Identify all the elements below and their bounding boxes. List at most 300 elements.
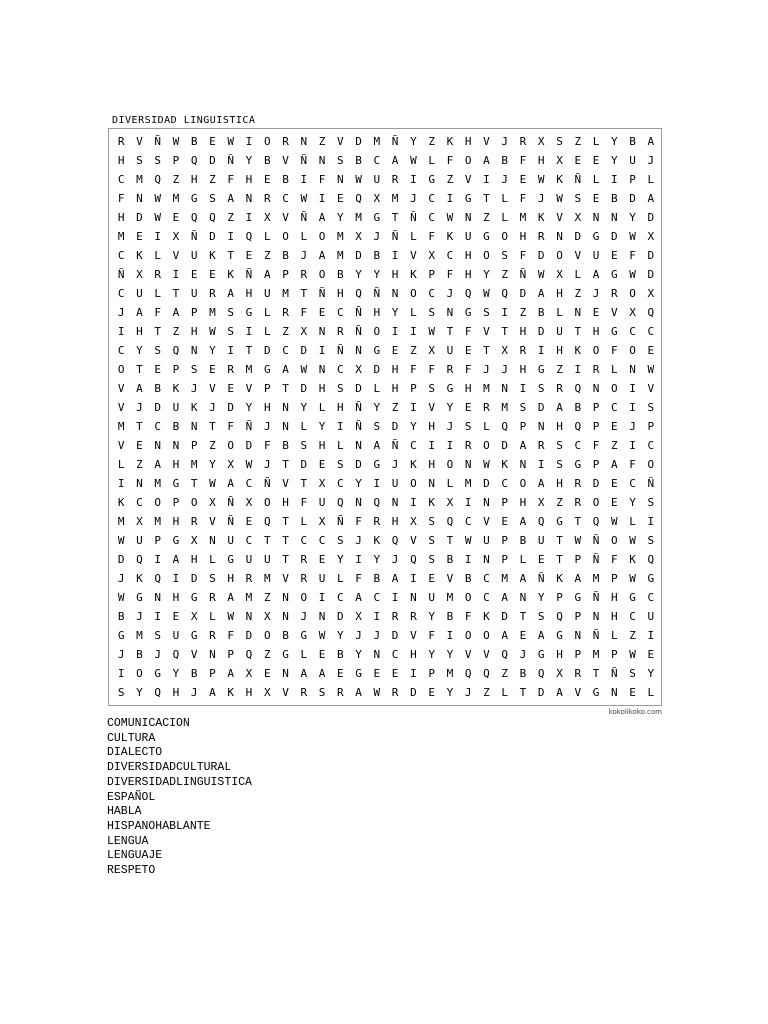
grid-cell: O bbox=[263, 496, 271, 509]
grid-cell: F bbox=[410, 363, 417, 376]
grid-cell: B bbox=[117, 610, 125, 623]
grid-cell: U bbox=[318, 572, 326, 585]
grid-cell: B bbox=[446, 553, 454, 566]
grid-cell: R bbox=[209, 287, 216, 300]
grid-cell: Q bbox=[647, 553, 655, 566]
grid-cell: V bbox=[410, 629, 417, 642]
grid-cell: P bbox=[519, 420, 527, 433]
grid-cell: P bbox=[227, 648, 235, 661]
grid-cell: L bbox=[410, 230, 417, 243]
grid-cell: N bbox=[282, 591, 289, 604]
grid-cell: F bbox=[519, 192, 527, 205]
grid-cell: B bbox=[610, 192, 618, 205]
grid-cell: B bbox=[501, 154, 509, 167]
grid-cell: E bbox=[629, 686, 636, 699]
grid-cell: C bbox=[245, 477, 253, 490]
grid-cell: R bbox=[537, 439, 545, 452]
grid-cell: S bbox=[337, 154, 344, 167]
grid-cell: F bbox=[428, 629, 435, 642]
grid-cell: J bbox=[355, 534, 362, 547]
grid-cell: I bbox=[629, 439, 636, 452]
grid-cell: N bbox=[245, 192, 253, 205]
grid-cell: P bbox=[282, 268, 289, 281]
grid-cell: I bbox=[318, 591, 326, 604]
grid-cell: X bbox=[263, 211, 271, 224]
grid-cell: E bbox=[209, 363, 216, 376]
grid-cell: Y bbox=[245, 154, 253, 167]
grid-cell: B bbox=[337, 648, 344, 661]
grid-cell: Ñ bbox=[592, 629, 600, 642]
grid-cell: X bbox=[428, 249, 435, 262]
grid-cell: N bbox=[501, 382, 509, 395]
grid-cell: E bbox=[391, 667, 399, 680]
word-list-item: DIALECTO bbox=[107, 746, 163, 760]
grid-cell: A bbox=[537, 629, 545, 642]
grid-cell: G bbox=[556, 515, 563, 528]
grid-row bbox=[112, 189, 660, 208]
grid-cell: H bbox=[318, 382, 326, 395]
grid-cell: H bbox=[172, 591, 180, 604]
grid-cell: R bbox=[519, 135, 527, 148]
grid-cell: D bbox=[355, 135, 362, 148]
grid-cell: W bbox=[629, 230, 636, 243]
grid-cell: W bbox=[647, 363, 655, 376]
grid-cell: R bbox=[556, 382, 563, 395]
grid-cell: P bbox=[172, 496, 180, 509]
grid-cell: Ñ bbox=[610, 667, 618, 680]
grid-cell: C bbox=[282, 192, 289, 205]
grid-cell: N bbox=[355, 344, 362, 357]
grid-cell: U bbox=[263, 287, 271, 300]
grid-cell: I bbox=[519, 382, 527, 395]
grid-cell: T bbox=[592, 667, 600, 680]
grid-cell: Y bbox=[209, 458, 216, 471]
grid-cell: N bbox=[574, 629, 582, 642]
grid-cell: Ñ bbox=[592, 591, 600, 604]
grid-cell: G bbox=[190, 192, 198, 205]
grid-cell: N bbox=[428, 477, 435, 490]
grid-cell: C bbox=[410, 439, 417, 452]
grid-row bbox=[112, 170, 660, 189]
grid-cell: G bbox=[263, 363, 271, 376]
grid-cell: Y bbox=[373, 401, 381, 414]
grid-cell: J bbox=[391, 458, 399, 471]
grid-cell: Z bbox=[519, 306, 527, 319]
grid-cell: N bbox=[446, 306, 454, 319]
grid-cell: Z bbox=[282, 325, 289, 338]
grid-cell: L bbox=[300, 230, 308, 243]
grid-row bbox=[112, 569, 660, 588]
grid-cell: X bbox=[172, 230, 180, 243]
grid-cell: Y bbox=[373, 268, 381, 281]
grid-cell: W bbox=[410, 154, 417, 167]
grid-cell: O bbox=[483, 629, 490, 642]
grid-cell: H bbox=[337, 401, 344, 414]
grid-cell: V bbox=[245, 382, 253, 395]
grid-cell: S bbox=[556, 439, 563, 452]
grid-cell: J bbox=[501, 173, 509, 186]
grid-cell: M bbox=[245, 363, 253, 376]
grid-cell: E bbox=[172, 211, 180, 224]
grid-cell: U bbox=[428, 591, 435, 604]
grid-cell: K bbox=[136, 249, 143, 262]
grid-cell: B bbox=[446, 610, 454, 623]
grid-cell: A bbox=[318, 211, 326, 224]
grid-cell: Y bbox=[318, 420, 326, 433]
grid-cell: I bbox=[483, 173, 490, 186]
grid-cell: V bbox=[282, 477, 289, 490]
grid-cell: G bbox=[483, 230, 490, 243]
grid-cell: T bbox=[227, 249, 235, 262]
grid-cell: U bbox=[245, 553, 253, 566]
grid-cell: J bbox=[117, 572, 125, 585]
grid-cell: Y bbox=[428, 610, 435, 623]
grid-cell: L bbox=[501, 211, 509, 224]
grid-row bbox=[112, 493, 660, 512]
grid-cell: L bbox=[592, 135, 600, 148]
grid-cell: Z bbox=[556, 363, 563, 376]
grid-cell: A bbox=[318, 249, 326, 262]
grid-cell: O bbox=[117, 363, 125, 376]
grid-cell: S bbox=[428, 306, 435, 319]
grid-cell: N bbox=[610, 686, 618, 699]
grid-cell: X bbox=[245, 496, 253, 509]
grid-cell: V bbox=[446, 572, 454, 585]
grid-cell: I bbox=[629, 382, 636, 395]
grid-cell: E bbox=[501, 515, 509, 528]
grid-cell: G bbox=[355, 667, 362, 680]
grid-cell: B bbox=[190, 667, 198, 680]
grid-cell: R bbox=[190, 515, 198, 528]
grid-cell: D bbox=[574, 230, 582, 243]
grid-cell: J bbox=[263, 458, 271, 471]
grid-cell: D bbox=[227, 401, 235, 414]
grid-cell: N bbox=[337, 173, 344, 186]
grid-cell: Ñ bbox=[337, 344, 344, 357]
grid-cell: R bbox=[337, 686, 344, 699]
grid-cell: G bbox=[190, 591, 198, 604]
grid-cell: R bbox=[446, 363, 454, 376]
grid-cell: T bbox=[483, 344, 490, 357]
grid-cell: O bbox=[519, 477, 527, 490]
grid-cell: V bbox=[464, 648, 472, 661]
grid-cell: J bbox=[410, 192, 417, 205]
grid-cell: H bbox=[464, 382, 472, 395]
grid-cell: O bbox=[154, 496, 161, 509]
grid-cell: G bbox=[464, 306, 472, 319]
grid-cell: X bbox=[136, 268, 143, 281]
grid-cell: I bbox=[410, 401, 417, 414]
grid-cell: N bbox=[172, 439, 180, 452]
grid-cell: T bbox=[300, 477, 308, 490]
grid-cell: H bbox=[190, 325, 198, 338]
grid-row bbox=[112, 664, 660, 683]
grid-cell: R bbox=[519, 344, 527, 357]
grid-cell: A bbox=[209, 686, 216, 699]
grid-cell: M bbox=[136, 629, 143, 642]
grid-cell: P bbox=[592, 420, 600, 433]
grid-cell: P bbox=[610, 572, 618, 585]
grid-cell: F bbox=[227, 173, 235, 186]
grid-cell: D bbox=[190, 572, 198, 585]
grid-cell: A bbox=[647, 135, 655, 148]
grid-cell: D bbox=[300, 458, 308, 471]
grid-cell: E bbox=[464, 401, 472, 414]
grid-cell: O bbox=[227, 439, 235, 452]
grid-cell: A bbox=[556, 686, 563, 699]
grid-cell: G bbox=[537, 648, 545, 661]
grid-cell: R bbox=[282, 306, 289, 319]
grid-cell: I bbox=[410, 667, 417, 680]
grid-row bbox=[112, 322, 660, 341]
grid-cell: L bbox=[592, 173, 600, 186]
grid-cell: Y bbox=[337, 629, 344, 642]
grid-cell: A bbox=[610, 458, 618, 471]
grid-cell: P bbox=[428, 667, 435, 680]
grid-cell: H bbox=[464, 249, 472, 262]
grid-cell: N bbox=[318, 610, 326, 623]
grid-cell: M bbox=[245, 591, 253, 604]
grid-cell: K bbox=[629, 553, 636, 566]
grid-cell: D bbox=[519, 287, 527, 300]
grid-cell: S bbox=[464, 420, 472, 433]
letter-grid bbox=[112, 132, 660, 702]
grid-cell: Ñ bbox=[245, 420, 253, 433]
grid-cell: F bbox=[263, 439, 271, 452]
word-list-item: RESPETO bbox=[107, 864, 156, 878]
grid-cell: J bbox=[117, 648, 125, 661]
grid-cell: R bbox=[574, 477, 582, 490]
grid-cell: O bbox=[318, 230, 326, 243]
grid-cell: Q bbox=[464, 667, 472, 680]
grid-cell: Q bbox=[172, 344, 180, 357]
grid-cell: Q bbox=[154, 572, 161, 585]
grid-cell: Y bbox=[355, 477, 362, 490]
grid-cell: A bbox=[519, 572, 527, 585]
grid-cell: J bbox=[300, 249, 308, 262]
grid-cell: S bbox=[373, 420, 381, 433]
grid-cell: F bbox=[519, 154, 527, 167]
grid-cell: B bbox=[373, 249, 381, 262]
grid-cell: P bbox=[501, 553, 509, 566]
grid-cell: I bbox=[318, 344, 326, 357]
grid-cell: Ñ bbox=[300, 154, 308, 167]
grid-cell: E bbox=[136, 230, 143, 243]
grid-cell: V bbox=[610, 306, 618, 319]
grid-cell: Ñ bbox=[355, 420, 362, 433]
grid-cell: W bbox=[483, 458, 490, 471]
grid-cell: L bbox=[263, 325, 271, 338]
grid-cell: R bbox=[537, 230, 545, 243]
grid-row bbox=[112, 436, 660, 455]
grid-cell: J bbox=[483, 363, 490, 376]
grid-cell: S bbox=[337, 534, 344, 547]
grid-cell: X bbox=[263, 686, 271, 699]
grid-cell: Z bbox=[410, 344, 417, 357]
grid-cell: M bbox=[483, 382, 490, 395]
grid-cell: Y bbox=[647, 667, 655, 680]
grid-cell: V bbox=[209, 382, 216, 395]
grid-cell: G bbox=[282, 648, 289, 661]
grid-cell: L bbox=[300, 648, 308, 661]
grid-cell: G bbox=[610, 268, 618, 281]
grid-cell: J bbox=[519, 648, 527, 661]
grid-cell: G bbox=[154, 667, 161, 680]
grid-cell: I bbox=[410, 572, 417, 585]
grid-cell: N bbox=[592, 610, 600, 623]
grid-cell: D bbox=[647, 211, 655, 224]
grid-cell: C bbox=[337, 591, 344, 604]
grid-cell: D bbox=[355, 249, 362, 262]
grid-cell: H bbox=[263, 401, 271, 414]
grid-row bbox=[112, 360, 660, 379]
grid-cell: S bbox=[519, 401, 527, 414]
grid-cell: E bbox=[318, 306, 326, 319]
grid-cell: I bbox=[647, 515, 655, 528]
grid-cell: U bbox=[172, 401, 180, 414]
grid-cell: B bbox=[282, 629, 289, 642]
grid-cell: C bbox=[117, 287, 125, 300]
grid-row bbox=[112, 550, 660, 569]
grid-cell: M bbox=[446, 591, 454, 604]
grid-cell: A bbox=[263, 268, 271, 281]
grid-cell: L bbox=[263, 306, 271, 319]
grid-cell: W bbox=[117, 591, 125, 604]
grid-cell: Z bbox=[446, 173, 454, 186]
grid-cell: I bbox=[464, 553, 472, 566]
grid-cell: L bbox=[209, 610, 216, 623]
grid-cell: E bbox=[318, 553, 326, 566]
grid-cell: W bbox=[629, 572, 636, 585]
grid-cell: N bbox=[483, 553, 490, 566]
grid-cell: P bbox=[647, 420, 655, 433]
grid-cell: Q bbox=[501, 648, 509, 661]
grid-cell: J bbox=[190, 382, 198, 395]
grid-cell: T bbox=[136, 363, 143, 376]
site-credit: kokolikoko.com bbox=[608, 708, 662, 716]
grid-cell: A bbox=[483, 154, 490, 167]
grid-cell: W bbox=[209, 477, 216, 490]
grid-cell: O bbox=[592, 496, 600, 509]
grid-cell: T bbox=[556, 534, 563, 547]
grid-cell: Q bbox=[190, 154, 198, 167]
grid-cell: W bbox=[154, 192, 161, 205]
grid-cell: O bbox=[610, 382, 618, 395]
grid-cell: W bbox=[464, 534, 472, 547]
grid-cell: S bbox=[300, 439, 308, 452]
grid-cell: N bbox=[355, 496, 362, 509]
grid-cell: I bbox=[355, 553, 362, 566]
grid-cell: E bbox=[318, 648, 326, 661]
grid-cell: L bbox=[647, 173, 655, 186]
grid-cell: N bbox=[410, 591, 417, 604]
grid-row bbox=[112, 265, 660, 284]
grid-cell: O bbox=[263, 629, 271, 642]
grid-cell: D bbox=[629, 192, 636, 205]
grid-row bbox=[112, 132, 660, 151]
grid-cell: Q bbox=[337, 496, 344, 509]
grid-cell: R bbox=[227, 363, 235, 376]
grid-cell: T bbox=[556, 553, 563, 566]
grid-cell: A bbox=[227, 591, 235, 604]
grid-cell: T bbox=[483, 192, 490, 205]
grid-cell: R bbox=[154, 268, 161, 281]
grid-cell: W bbox=[172, 135, 180, 148]
grid-cell: I bbox=[410, 496, 417, 509]
grid-cell: Y bbox=[610, 135, 618, 148]
grid-cell: L bbox=[318, 401, 326, 414]
grid-cell: V bbox=[556, 211, 563, 224]
grid-cell: H bbox=[610, 591, 618, 604]
grid-cell: H bbox=[373, 306, 381, 319]
grid-cell: G bbox=[373, 211, 381, 224]
grid-cell: E bbox=[154, 363, 161, 376]
grid-cell: O bbox=[410, 287, 417, 300]
grid-cell: T bbox=[519, 610, 527, 623]
grid-cell: X bbox=[574, 211, 582, 224]
grid-cell: F bbox=[227, 629, 235, 642]
grid-cell: B bbox=[172, 420, 180, 433]
grid-cell: G bbox=[574, 458, 582, 471]
grid-cell: R bbox=[574, 496, 582, 509]
grid-cell: X bbox=[428, 344, 435, 357]
grid-cell: S bbox=[556, 135, 563, 148]
grid-cell: E bbox=[592, 154, 600, 167]
grid-cell: H bbox=[464, 268, 472, 281]
grid-cell: W bbox=[629, 648, 636, 661]
grid-cell: F bbox=[355, 515, 362, 528]
grid-cell: I bbox=[154, 553, 161, 566]
grid-cell: N bbox=[391, 496, 399, 509]
grid-cell: Z bbox=[263, 249, 271, 262]
grid-cell: A bbox=[154, 458, 161, 471]
grid-cell: E bbox=[428, 686, 435, 699]
grid-cell: K bbox=[209, 249, 216, 262]
grid-cell: L bbox=[501, 192, 509, 205]
grid-cell: H bbox=[172, 515, 180, 528]
grid-cell: P bbox=[629, 173, 636, 186]
grid-cell: P bbox=[592, 401, 600, 414]
grid-cell: X bbox=[410, 515, 417, 528]
grid-cell: H bbox=[391, 382, 399, 395]
grid-cell: F bbox=[519, 249, 527, 262]
grid-cell: G bbox=[428, 173, 435, 186]
grid-cell: L bbox=[574, 268, 582, 281]
grid-cell: T bbox=[282, 534, 289, 547]
grid-cell: P bbox=[501, 496, 509, 509]
grid-cell: T bbox=[282, 515, 289, 528]
grid-cell: Q bbox=[501, 420, 509, 433]
grid-cell: O bbox=[136, 667, 143, 680]
grid-cell: V bbox=[282, 211, 289, 224]
grid-row bbox=[112, 341, 660, 360]
grid-cell: I bbox=[391, 591, 399, 604]
grid-cell: S bbox=[227, 325, 235, 338]
grid-cell: B bbox=[355, 154, 362, 167]
grid-cell: N bbox=[154, 591, 161, 604]
grid-cell: P bbox=[574, 648, 582, 661]
grid-cell: S bbox=[154, 629, 161, 642]
grid-cell: Q bbox=[190, 211, 198, 224]
grid-cell: N bbox=[300, 135, 308, 148]
grid-cell: C bbox=[136, 496, 143, 509]
grid-cell: S bbox=[501, 249, 509, 262]
grid-cell: H bbox=[610, 610, 618, 623]
grid-cell: J bbox=[464, 686, 472, 699]
grid-cell: P bbox=[574, 553, 582, 566]
grid-cell: K bbox=[428, 496, 435, 509]
grid-cell: W bbox=[318, 629, 326, 642]
